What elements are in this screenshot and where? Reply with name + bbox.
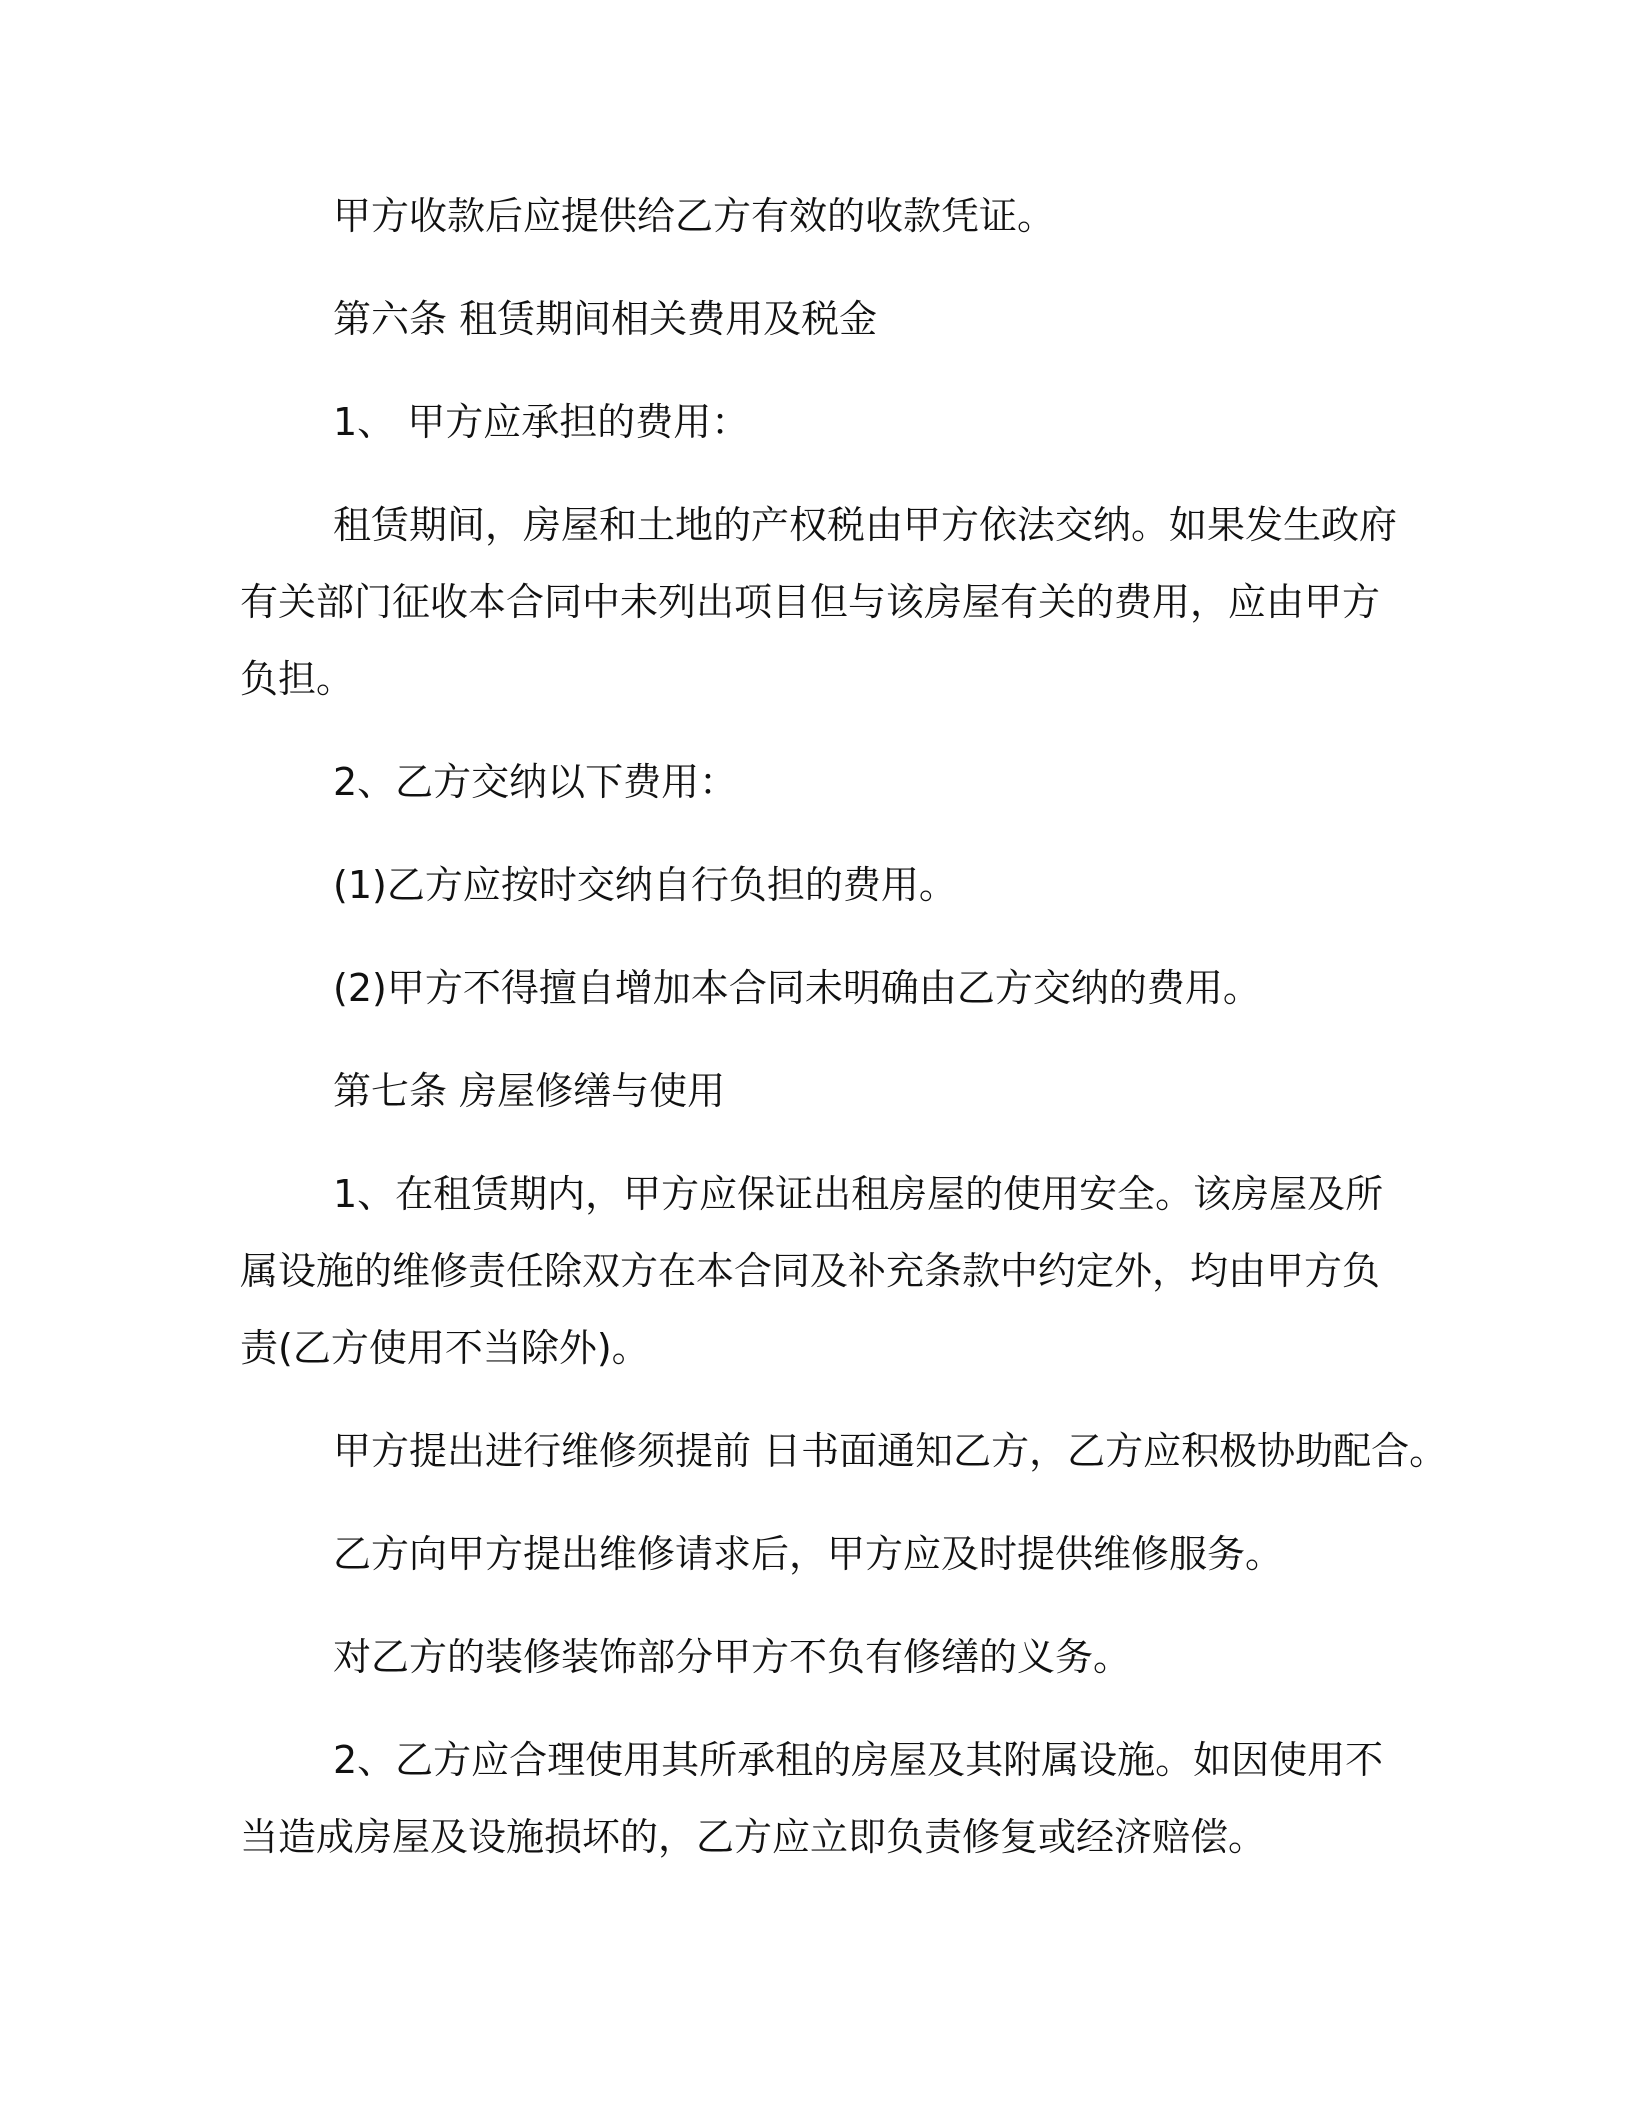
paragraph-tax-line-3: 负担。 — [240, 657, 355, 701]
paragraph-repair-line-2: 属设施的维修责任除双方在本合同及补充条款中约定外，均由甲方负 — [240, 1249, 1381, 1293]
item-1-party-a-costs: 1、 甲方应承担的费用： — [333, 400, 750, 444]
article-7-heading: 第七条 房屋修缮与使用 — [333, 1069, 726, 1113]
paragraph-request: 乙方向甲方提出维修请求后，甲方应及时提供维修服务。 — [333, 1532, 1284, 1576]
paragraph-tax-line-2: 有关部门征收本合同中未列出项目但与该房屋有关的费用，应由甲方 — [240, 580, 1381, 624]
paragraph-decoration: 对乙方的装修装饰部分甲方不负有修缮的义务。 — [333, 1635, 1132, 1679]
paragraph-use-line-1: 2、乙方应合理使用其所承租的房屋及其附属设施。如因使用不 — [333, 1738, 1384, 1782]
subitem-2: (2)甲方不得擅自增加本合同未明确由乙方交纳的费用。 — [333, 966, 1261, 1010]
article-6-heading: 第六条 租赁期间相关费用及税金 — [333, 297, 878, 341]
paragraph-repair-line-1: 1、在租赁期内，甲方应保证出租房屋的使用安全。该房屋及所 — [333, 1172, 1384, 1216]
subitem-1: (1)乙方应按时交纳自行负担的费用。 — [333, 863, 957, 907]
paragraph-repair-line-3: 责(乙方使用不当除外)。 — [240, 1326, 650, 1370]
paragraph-use-line-2: 当造成房屋及设施损坏的，乙方应立即负责修复或经济赔偿。 — [240, 1815, 1267, 1859]
paragraph-notice: 甲方提出进行维修须提前 日书面通知乙方，乙方应积极协助配合。 — [333, 1429, 1448, 1473]
paragraph-receipt: 甲方收款后应提供给乙方有效的收款凭证。 — [333, 194, 1056, 238]
item-2-party-b-costs: 2、乙方交纳以下费用： — [333, 760, 738, 804]
paragraph-tax-line-1: 租赁期间，房屋和土地的产权税由甲方依法交纳。如果发生政府 — [333, 503, 1398, 547]
